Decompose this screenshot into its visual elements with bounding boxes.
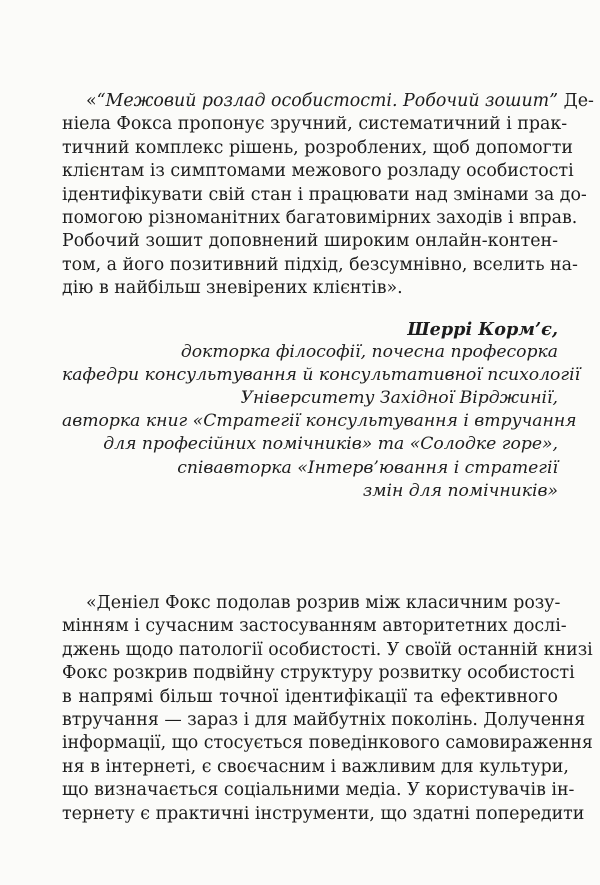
quote-1-line-8: том, а його позитивний підхід, безсумнівно, вселить на- [62, 254, 578, 275]
quote-1-line-3: тичний комплекс рішень, розроблених, щоб допомогти [62, 137, 573, 158]
quote-block-1 [62, 90, 594, 301]
attribution-line-3: Університету Західної Вірджинії, [240, 388, 558, 409]
attribution-name: Шеррі Корм’є, [407, 319, 558, 340]
quote-block-2 [62, 592, 593, 826]
quote-1-line-1 [62, 90, 594, 113]
quote-2-line-3: джень щодо патології особистості. У своїй останній книзі [62, 639, 593, 660]
attribution-line-2: кафедри консультування й консультативної психології [62, 365, 581, 386]
quote-2-line-10: тернету є практичні інструменти, що здатні попередити [62, 803, 585, 824]
quote-1-line-2: ніела Фокса пропонує зручний, систематичний і прак- [62, 114, 568, 135]
quote-2-line-4: Фокс розкрив подвійну структуру розвитку особистості [62, 663, 575, 684]
attribution-line-7: змін для помічників» [362, 480, 558, 501]
quote-1-line-5: ідентифікувати свій стан і працювати над змінами за до- [62, 184, 587, 205]
quote-2-line-2: мінням і сучасним застосуванням авторитетних дослі- [62, 616, 567, 637]
quote-2-line-5: в напрямі більш точної ідентифікації та ефективного [62, 686, 558, 707]
attribution-block [62, 318, 581, 503]
quote-1-open-mark: « [86, 91, 97, 111]
quote-1-line-7: Робочий зошит доповнений широким онлайн-контен- [62, 231, 558, 252]
quote-1-line-6: помогою різноманітних багатовимірних заходів і вправ. [62, 207, 578, 228]
attribution-line-1: докторка філософії, почесна професорка [180, 342, 558, 363]
quote-2-line-9: що визначається соціальними медіа. У користувачів ін- [62, 780, 575, 801]
quote-2-line-1: «Деніел Фокс подолав розрив між класичним розу- [86, 593, 561, 613]
attribution-line-6: співавторка «Інтерв’ювання і стратегії [177, 457, 558, 478]
attribution-line-4: авторка книг «Стратегії консультування і втручання [62, 411, 577, 432]
quote-2-line-6: втручання — зараз і для майбутніх поколінь. Долучення [62, 709, 586, 730]
quote-2-line-7: інформації, що стосується поведінкового самовираження [62, 733, 593, 754]
attribution-line-5: для професійних помічників» та «Солодке горе», [103, 434, 558, 455]
quote-1-line-9: дію в найбільш зневірених клієнтів». [62, 278, 403, 299]
quote-1-book-title: “Межовий розлад особистості. Робочий зошит” [96, 91, 559, 111]
quote-1-line-1-end: Де- [558, 91, 594, 111]
quote-1-line-4: клієнтам із симптомами межового розладу особистості [62, 161, 574, 182]
quote-2-line-8: ня в інтернеті, є своєчасним і важливим для культури, [62, 756, 569, 777]
